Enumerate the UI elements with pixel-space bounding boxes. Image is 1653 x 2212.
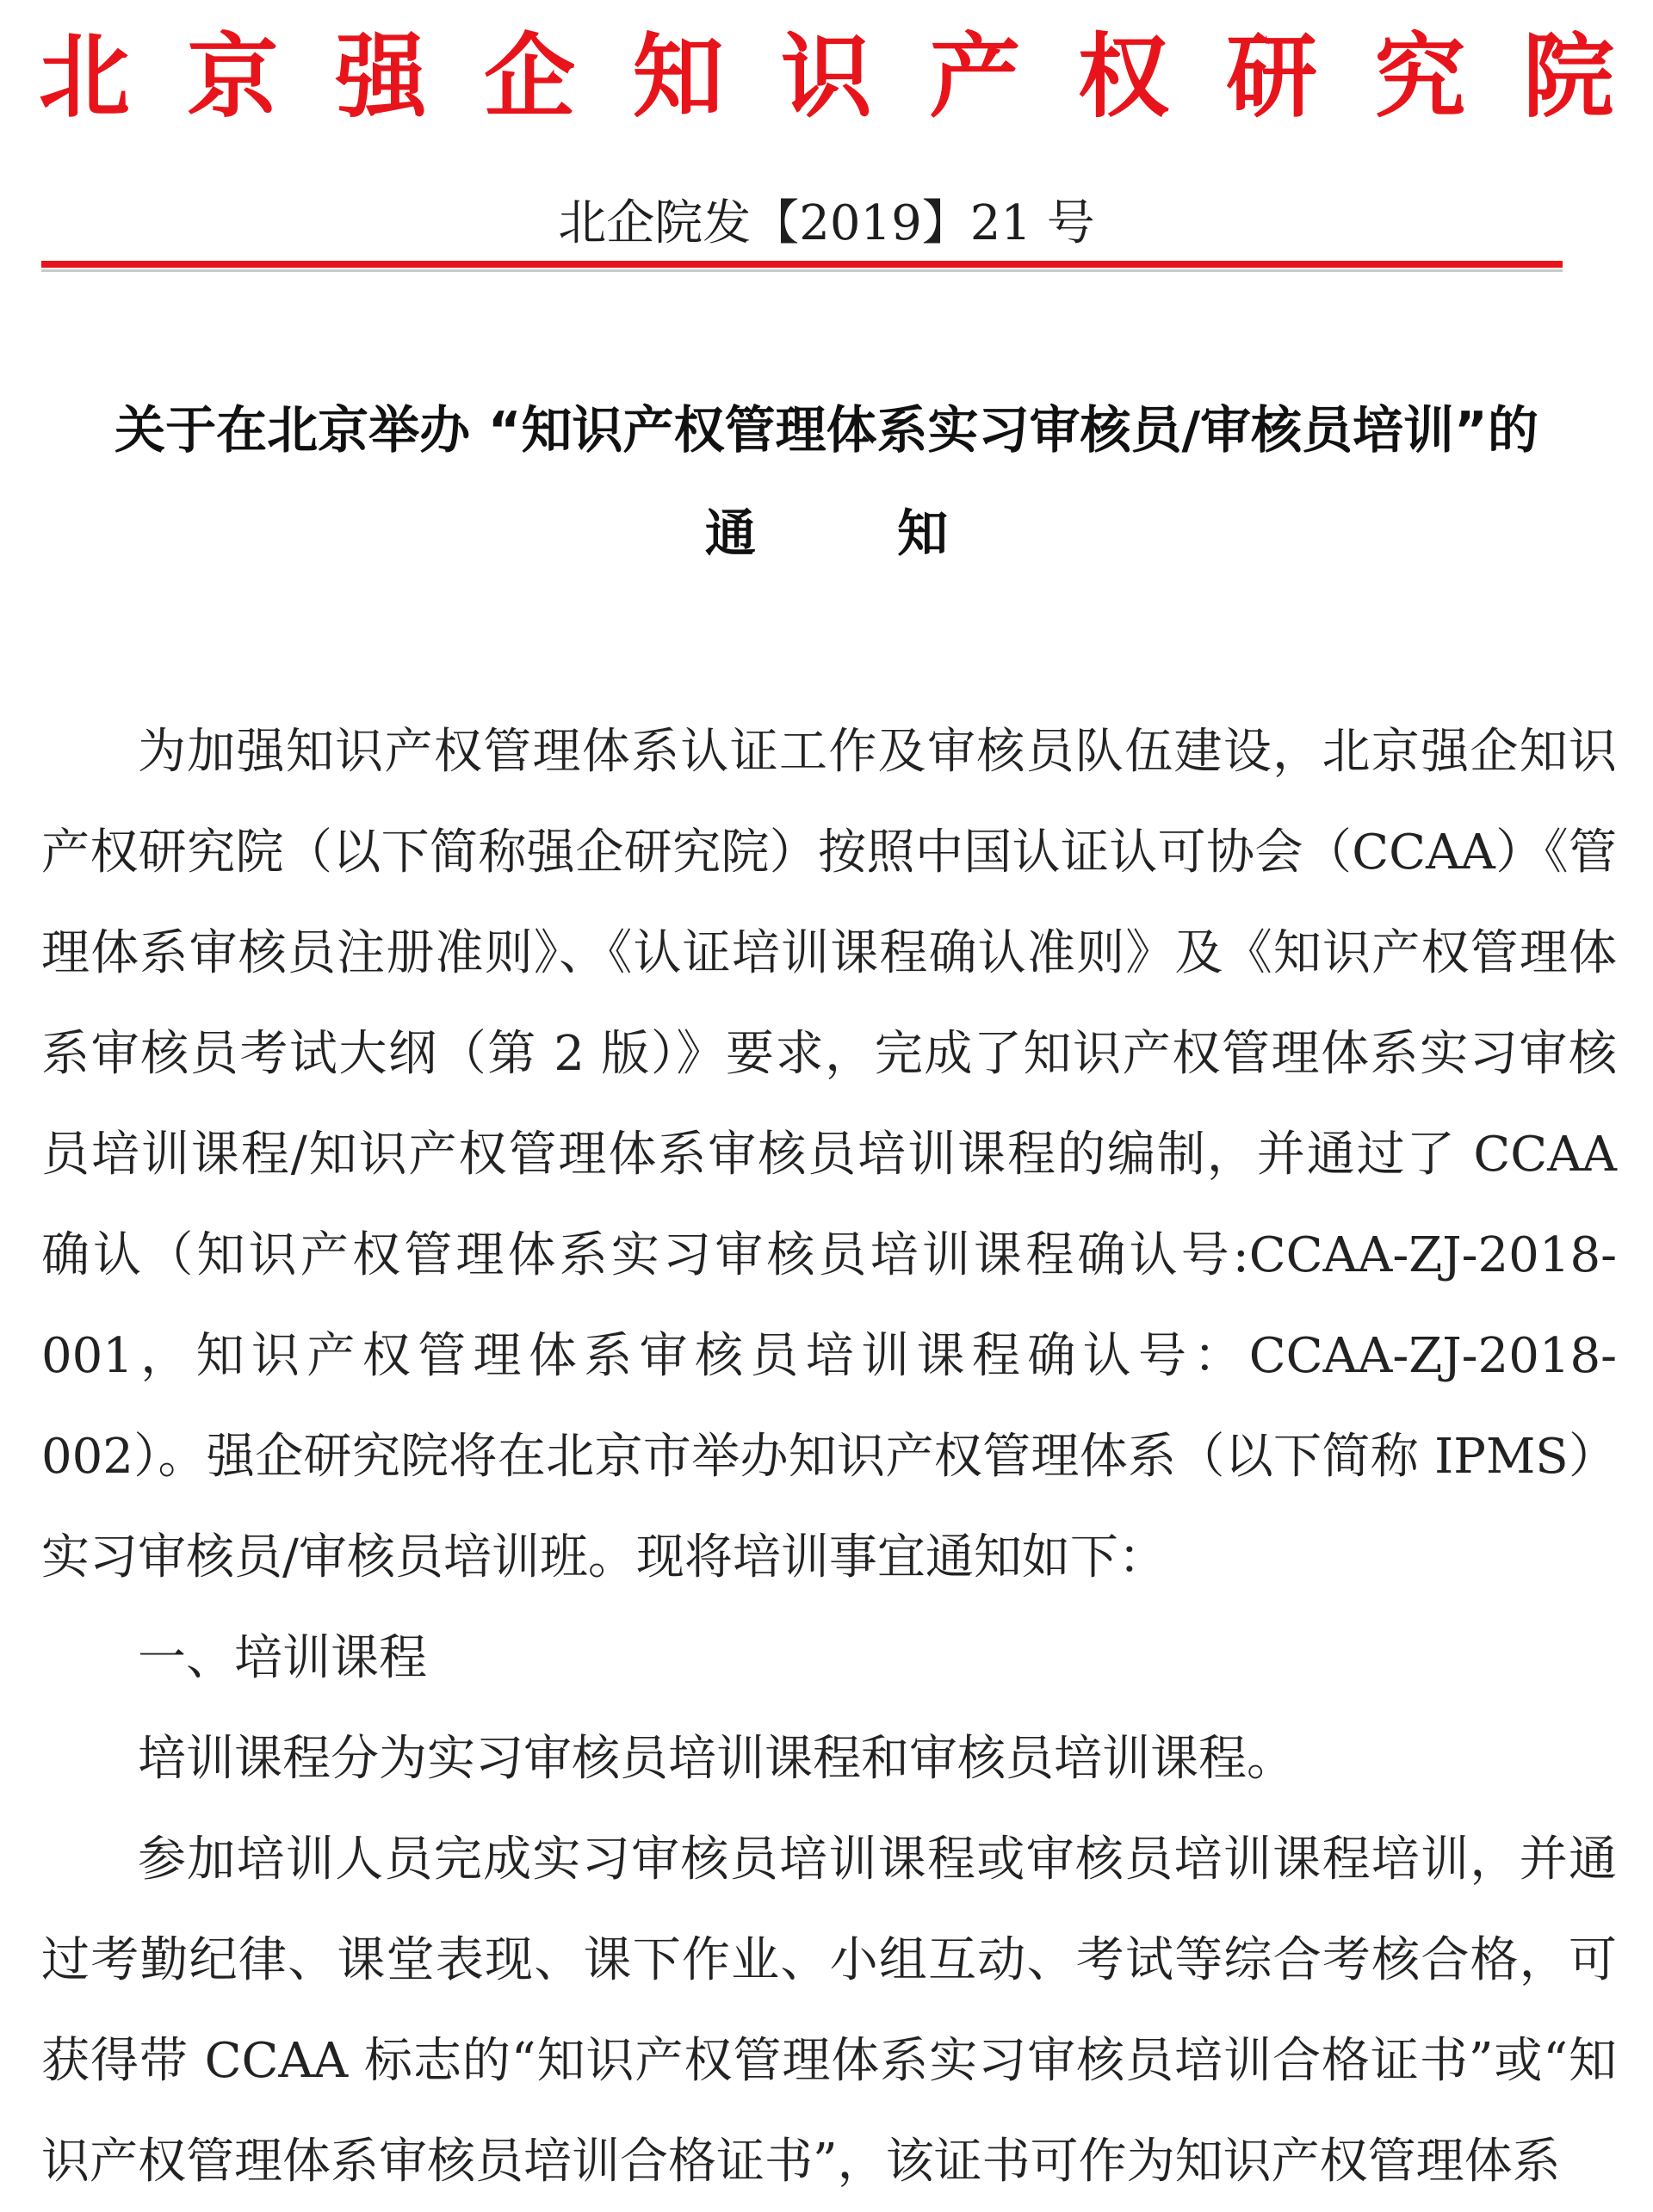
body-paragraph: 培训课程分为实习审核员培训课程和审核员培训课程。	[138, 1731, 1295, 1787]
letterhead-char: 强	[335, 24, 427, 130]
document-number: 北企院发【2019】21 号	[558, 195, 1095, 251]
letterhead-divider	[41, 261, 1563, 272]
letterhead-char: 北	[39, 24, 130, 130]
notice-body	[41, 701, 1617, 2212]
body-paragraph: 为加强知识产权管理体系认证工作及审核员队伍建设，北京强企知识产权研究院（以下简称强企研究院）按照中国认证认可协会（CCAA）《管理体系审核员注册准则》、《认证培训课程确认准则》及《知识产权管理体系审核员考试大纲（第 2 版）》要求，完成了知识产权管理体系实习审核员培训课程/知识产权管理体系审核员培训课程的编制，并通过了 CCAA 确认（知识产权管理体系实习审核员培训课程确认号:CCAA-ZJ-2018-001，知识产权管理体系审核员培训课程确认号：CCAA-ZJ-2018-002）。强企研究院将在北京市举办知识产权管理体系（以下简称 IPMS）实习审核员/审核员培训班。现将培训事宜通知如下：	[41, 724, 1617, 1585]
divider-shadow	[41, 269, 1563, 272]
letterhead-org-name	[39, 17, 1614, 138]
section-heading: 一、培训课程	[138, 1630, 427, 1686]
letterhead-char: 京	[187, 24, 279, 130]
letterhead-char: 知	[632, 24, 724, 130]
letterhead-char: 院	[1522, 24, 1614, 130]
letterhead-char: 识	[780, 24, 872, 130]
notice-title: 关于在北京举办 “知识产权管理体系实习审核员/审核员培训”的	[115, 400, 1538, 460]
notice-title-suffix: 通 知	[704, 504, 949, 563]
letterhead-char: 企	[484, 24, 576, 130]
letterhead-char: 究	[1374, 24, 1466, 130]
letterhead-char: 产	[929, 24, 1021, 130]
body-paragraph: 参加培训人员完成实习审核员培训课程或审核员培训课程培训，并通过考勤纪律、课堂表现、课下作业、小组互动、考试等综合考核合格，可获得带 CCAA 标志的“知识产权管理体系实习审核员培训合格证书”或“知识产权管理体系审核员培训合格证书”，该证书可作为知识产权管理体系	[41, 1832, 1617, 2190]
letterhead-char: 权	[1077, 24, 1169, 130]
red-divider-line	[41, 261, 1563, 268]
letterhead-char: 研	[1226, 24, 1318, 130]
